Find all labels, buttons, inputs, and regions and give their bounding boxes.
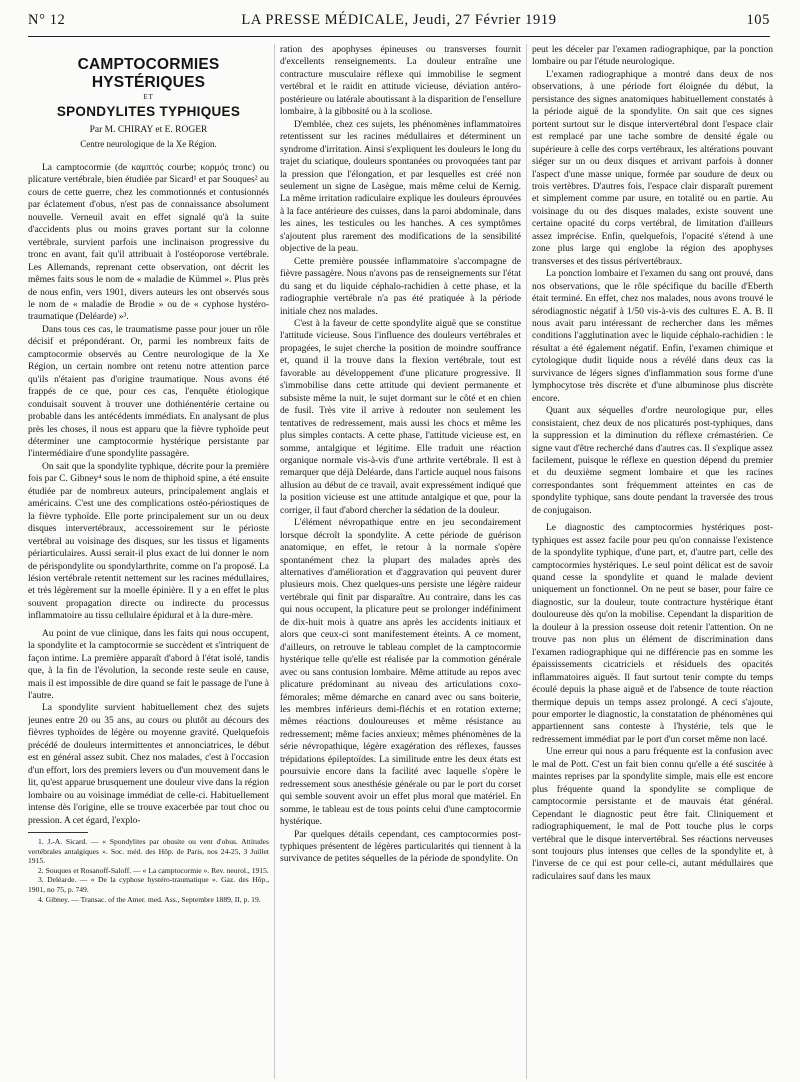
article-title-line2: SPONDYLITES TYPHIQUES xyxy=(56,104,241,119)
column-divider xyxy=(274,44,275,1079)
running-header xyxy=(28,12,770,36)
paragraph: L'élément névropathique entre en jeu secondairement lorsque décroît la spondylite. A cette période de guérison anatomique, en effet, le retour à la normale s'opère spontanément chez la plupart des malades après des alternatives d'amélioration et d'aggravation qui peuvent durer plusieurs mois. Chez quelques-uns persiste une légère raideur vertébrale qui finit par disparaître. Au contraire, dans les cas qui nous occupent, la plicature peut se prolonger indéfiniment de dix-huit mois à quatre ans après les accidents initiaux et alors que ceux-ci sont manifestement éteints. A ce moment, d'ailleurs, on retrouve le tableau complet de la camptocormie hystérique telle qu'elle est réalisée par la commotion générale avec ou sans contusion lombaire. Même attitude au repos avec plicature prédominant au niveau des articulations coxo-fémorales; même démarche en canard avec ou sans boiterie, les membres inférieurs demi-fléchis et en rotation externe; mêmes réactions douloureuses et même résistance au redressement; même facies anxieux; mêmes phénomènes de la série névropathique, légère exagération des réflexes, fausses trépidations épileptoïdes. La similitude entre les deux états est poursuivie encore dans la facilité avec laquelle s'opère le redressement sous anesthésie générale ou par le port du corset qui semble souvent avoir un effet plus moral que matériel. En somme, le tableau est de tous points celui d'une camptocormie hystérique. xyxy=(280,518,521,828)
footnote: 4. Gibney. — Transac. of the Amer. med. Ass., Septembre 1889, II, p. 19. xyxy=(38,894,261,904)
footnote: 1. J.-A. Sicard. — « Spondylites par obusite ou vent d'obus. Attitudes vertébrales antalgiques ». Soc. méd. des Hôp. de Paris, nos 24-25, 3 Juillet 1915. xyxy=(28,837,269,866)
paragraph: L'examen radiographique a montré dans deux de nos observations, à une période fort éloignée du début, la persistance des signes anatomiques habituellement constatés à la période aiguë de la spondylite. On sait que ces signes portent surtout sur le disque intervertébral dont l'espace clair est remplacé par une tache sombre de densité égale ou supérieure à celle des corps vertébraux, les altérations pouvant siéger sur un ou deux disques et arrivant parfois à donner l'aspect d'une masse unique, formée par soudure de deux ou trois vertèbres. D'autres fois, l'espace clair disparaît purement et simplement comme par usure, en totalité ou en partie. Au voisinage du ou des disques malades, existe souvent une certaine opacité du corps vertébral, de limitation d'ailleurs assez imprécise. Enfin, quelquefois, l'opacité s'étend à une zone plus large qui englobe la région des apophyses transverses et des tissus périvertébraux. xyxy=(532,69,773,267)
journal-title-date: LA PRESSE MÉDICALE, Jeudi, 27 Février 1919 xyxy=(241,12,557,28)
paragraph: C'est à la faveur de cette spondylite aiguë que se constitue l'attitude vicieuse. Sous l'influence des douleurs vertébrales et propagées, le sujet cherche la position de moindre souffrance et, quand il la trouve dans la flexion vertébrale, tout est favorable au développement d'une plicature progressive. Il s'immobilise dans cette attitude qui devient permanente et subsiste même la nuit, le sujet dormant sur le côté et en chien de fusil. Très vite il arrive à redouter non seulement les tentatives de redressement, mais aussi les chocs et même les plus simples contacts. A cette phase, l'attitude vicieuse est, en somme, antalgique et légitime. Elle traduit une réaction organique normale vis-à-vis d'une arthrite vertébrale. Il est à remarquer que déjà Deléarde, dans l'article auquel nous faisons allusion au début de ce travail, avait expressément indiqué que la position vicieuse est une attitude antalgique et que, pour la corriger, il faut d'abord chercher la sédation de la douleur. xyxy=(280,318,521,516)
paragraph: Cette première poussée inflammatoire s'accompagne de fièvre passagère. Nous n'avons pas de renseignements sur l'état du sang et du liquide céphalo-rachidien à cette phase, et la radiographie vertébrale n'a pas été pratiquée à la période initiale chez nos malades. xyxy=(280,256,521,317)
paragraph: La camptocormie (de καμπτός courbe; κορμός tronc) ou plicature vertébrale, bien étudiée par Sicard¹ et par Souques² au cours de cette guerre, chez les commotionnés et contusionnés par éclatement d'obus, n'est pas de connaissance absolument nouvelle. Verneuil avait en effet signalé qu'à la suite d'accidents plus ou moins graves portant sur la colonne vertébrale, survient parfois une inclinaison progressive du tronc en avant, fait qu'il attribuait à l'ostéoporose vertébrale. Les Allemands, reprenant cette observation, ont décrit les mêmes faits sous le nom de « maladie de Kümmel ». Plus près de nous enfin, vers 1901, divers auteurs les ont observés sous le nom de « maladie de Brodie » ou de « cyphose hystéro-traumatique (Deléarde) »³. xyxy=(28,163,269,323)
footnote: 2. Souques et Rosanoff-Saloff. — « La camptocormie ». Rev. neurol., 1915. xyxy=(38,865,269,875)
paragraph: On sait que la spondylite typhique, décrite pour la première fois par C. Gibney⁴ sous le nom de thiphoid spine, a été ensuite étudiée par de nombreux auteurs, principalement anglais et américains. C'est une des complications ostéo-périostiques de la fièvre typhoïde. Elle porte principalement sur un ou deux disques intervertébraux, accessoirement sur le périoste vertébral au voisinage des disques, sur les tissus et ligaments périarticulaires. Aussi serait-il plus exact de lui donner le nom de périspondylite ou spondylarthrite, comme on l'a proposé. La lésion vertébrale retentit nettement sur les racines médullaires, et très légèrement sur la moelle épinière. Il y a en effet le plus souvent propagation directe ou indirecte du processus inflammatoire au tissu cellulaire épidural et à la dure-mère. xyxy=(28,461,269,622)
paragraph: Une erreur qui nous a paru fréquente est la confusion avec le mal de Pott. C'est un fait bien connu qu'elle a été suscitée à maintes reprises par la spondylite simple, mais elle est encore plus fréquente quand la spondylite se complique de camptocormie persistante et de mauvais état général. Cependant le diagnostic peut être fait. Cliniquement et radiographiquement, le mal de Pott touche plus le corps vertébral que le disque intervertébral. Ses réactions nerveuses sont toujours plus intenses que celles de la spondylite et, à l'inverse de ce qui est pour celle-ci, autant médullaires que radiculaires sauf dans les maux xyxy=(532,747,773,882)
paragraph: peut les déceler par l'examen radiographique, par la ponction lombaire ou par l'étude neurologique. xyxy=(532,45,773,68)
column-divider xyxy=(526,44,527,1079)
issue-number: N° 12 xyxy=(28,12,66,28)
paragraph: ration des apophyses épineuses ou transverses fournit d'excellents renseignements. La douleur entraîne une contracture musculaire réflexe qui immobilise le segment vertébral et le raidit en attitude vicieuse, déviation antéro-postérieure ou latérale aboutissant à la disparition de l'ensellure lombaire, à la gibbosité ou à la scoliose. xyxy=(280,45,521,118)
column-3 xyxy=(532,44,773,1079)
paragraph: La spondylite survient habituellement chez des sujets jeunes entre 20 ou 35 ans, au cours ou plutôt au décours des fièvres typhoïdes de légère ou moyenne gravité. Quelquefois précédé de douleurs intermittentes et annonciatrices, le début est en général assez subit. Chez nos malades, c'est à l'occasion d'un effort, lors des premiers levers ou d'un mouvement dans le lit, qu'est apparue brusquement une douleur vive dans la région lombaire ou au voisinage immédiat de celle-ci. Habituellement intense dès l'origine, elle se trouve exacerbée par tout choc ou pression. A cet égard, l'explo- xyxy=(28,703,269,826)
paragraph: Dans tous ces cas, le traumatisme passe pour jouer un rôle décisif et prépondérant. Or, parmi les nombreux faits de camptocormie observés au Centre neurologique de la Xe Région, un certain nombre ont retenu notre attention parce qu'ils n'étaient pas d'origine traumatique. Nous avons été frappés de ce que, pour ces cas, l'enquête étiologique conduisait souvent à trouver une dothiénentérie certaine ou probable dans les antécédents immédiats. En analysant de plus près les choses, il nous est apparu que la fièvre typhoïde peut déterminer une camptocormie hystérique persistante par l'intermédiaire d'une spondylite passagère. xyxy=(28,324,269,460)
footnote: 3. Deléarde. — « De la cyphose hystéro-traumatique ». Gaz. des Hôp., 1901, no 75, p. 749. xyxy=(28,875,269,894)
article-affiliation: Centre neurologique de la Xe Région. xyxy=(80,139,217,149)
paragraph: La ponction lombaire et l'examen du sang ont prouvé, dans nos observations, que le rôle spécifique du bacille d'Eberth était terminé. En effet, chez nos malades, nous avons trouvé le sérodiagnostic négatif à 1/50 vis-à-vis des cultures E. A. B. Il nous avait paru intéressant de rechercher dans les mêmes conditions l'agglutination avec le liquide céphalo-rachidien : le résultat a été également négatif. Enfin, l'examen chimique et cytologique dudit liquide nous a révélé dans deux cas la survivance de légers signes d'inflammation sous forme d'une lymphocytose très discrète et d'une albuminose plus discrète encore. xyxy=(532,269,773,404)
paragraph: Le diagnostic des camptocormies hystériques post-typhiques est assez facile pour peu qu'on connaisse l'existence de la spondylite typhique, d'une part, et, d'autre part, celle des camptocormies hystériques. Le seul point délicat est de savoir quand cesse la spondylite et quand le malade devient uniquement un fonctionnel. On ne peut se baser, pour faire ce diagnostic, sur la douleur, toute contracture hystérique étant douloureuse dès qu'on la mobilise. Cependant la disparition de la douleur à la pression osseuse doit retenir l'attention. On ne trouve pas non plus un élément de discrimination dans l'examen radiographique qui ne différencie pas en somme les épaississements cicatriciels et résiduels des opacités inflammatoires aiguës. Il faut surtout tenir compte du temps écoulé depuis la phase aiguë et de l'absence de toute réaction thermique depuis un temps assez prolongé. A ceci s'ajoute, pour emporter le diagnostic, la constatation de phénomènes qui appartiennent sans conteste à l'hystérie, tels que le redressement immédiat par le port d'un corset même non lacé. xyxy=(532,523,773,745)
column-1 xyxy=(28,44,269,1079)
page-number: 105 xyxy=(746,12,770,28)
paragraph: Par quelques détails cependant, ces camptocormies post-typhiques présentent de légères particularités qui tiennent à la survivance de petites séquelles de la période de spondylite. On xyxy=(280,829,521,865)
footnote-rule xyxy=(28,832,88,833)
article-title-et: ET xyxy=(143,93,154,101)
paragraph: D'emblée, chez ces sujets, les phénomènes inflammatoires retentissent sur les racines médullaires et déterminent un syndrome d'irritation. Ainsi s'expliquent les douleurs le long du trajet du sciatique, douleurs spontanées ou provoquées tant par la pression que l'élongation, et par lesquelles est créé non seulement un signe de Lasègue, mais même celui de Kernig. La même irritation radiculaire explique les douleurs éprouvées à la face antérieure des cuisses, dans la paroi abdominale, dans les aines, les testicules ou les hanches. A ces symptômes s'ajoutent plus rarement des modifications de la sensibilité objective de la peau. xyxy=(280,119,521,255)
paragraph: Quant aux séquelles d'ordre neurologique pur, elles consistaient, chez deux de nos plicaturés post-typhiques, dans la suppression et la diminution du réflexe crémastérien. Ce signe vaut d'être recherché dans d'autres cas. Il s'explique assez facilement, puisque le réflexe en question dépend du premier et du deuxième segment lombaire et que les racines correspondantes sont fréquemment atteintes en cas de spondylite typhique, sans doute pendant la traversée des trous de conjugaison. xyxy=(532,406,773,516)
article-heading xyxy=(28,56,269,150)
paragraph: Au point de vue clinique, dans les faits qui nous occupent, la spondylite et la camptocormie se succèdent et s'intriquent de façon intime. La première apparaît d'abord à l'état isolé, tandis que, à la fin de l'évolution, la seconde reste seule en cause, mais il est impossible de dire quand se fait le passage de l'une à l'autre. xyxy=(28,628,269,702)
article-authors: Par M. CHIRAY et E. ROGER xyxy=(89,125,208,135)
article-title-line1: CAMPTOCORMIES HYSTÉRIQUES xyxy=(77,56,220,91)
column-2 xyxy=(280,44,521,1079)
header-rule xyxy=(28,36,770,37)
